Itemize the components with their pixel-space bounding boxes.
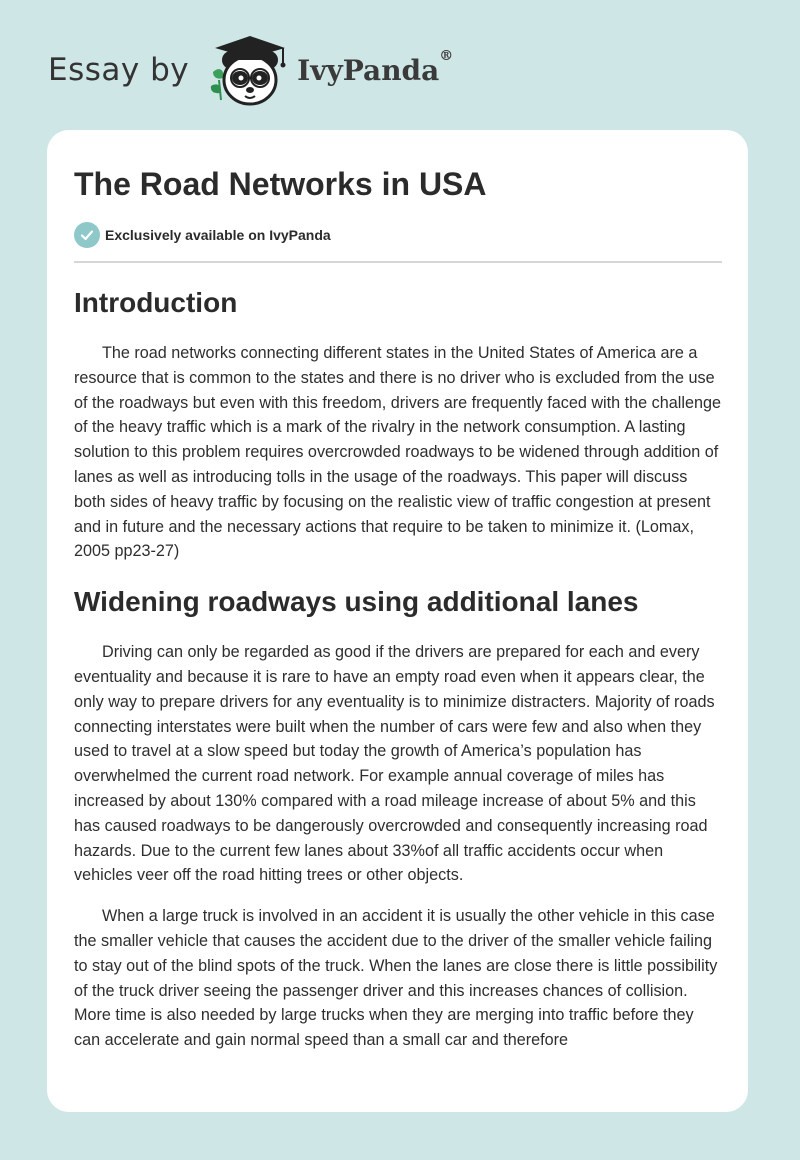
essay-card — [47, 130, 748, 1112]
section-heading-widening-roadways: Widening roadways using additional lanes — [74, 586, 639, 618]
page-title: The Road Networks in USA — [74, 166, 487, 202]
divider — [74, 261, 722, 263]
site-header — [48, 30, 453, 110]
checkmark-icon — [74, 222, 100, 248]
paragraph: When a large truck is involved in an accident it is usually the other vehicle in this case the smaller vehicle that causes the accident due to the driver of the smaller vehicle failing to stay out of the blind spots of the truck. When the lanes are close there is little possibility of the truck driver seeing the passenger driver and this increases chances of collision. More time is also needed by large trucks when they are merging into traffic before they can accelerate and gain normal speed than a small car and therefore — [74, 907, 718, 1050]
brand-name[interactable]: IvyPanda® — [297, 47, 454, 87]
section-heading-introduction: Introduction — [74, 287, 238, 318]
paragraph: Driving can only be regarded as good if the drivers are prepared for each and every eventuality and because it is rare to have an empty road even when it appears clear, the only way to prepare drivers for any eventuality is to minimize distracters. Majority of roads connecting interstates were built when the number of cars were few and also when they used to travel at a slow speed but today the growth of America’s population has overwhelmed the current road network. For example annual coverage of miles has increased by about 130% compared with a road mileage increase of about 5% and this has caused roadways to be dangerously overcrowded and consequently increasing road hazards. Due to the current few lanes about 33%of all traffic accidents occur when vehicles veer off the road hitting trees or other objects. — [74, 643, 715, 885]
paragraph: The road networks connecting different states in the United States of America are a resource that is common to the states and there is no driver who is excluded from the use of the roadways but even with this freedom, drivers are frequently faced with the challenge of the heavy traffic which is a mark of the rivalry in the network consumption. A lasting solution to this problem requires overcrowded roadways to be widened through addition of lanes as well as introducing tolls in the usage of the roadways. This paper will discuss both sides of heavy traffic by focusing on the realistic view of traffic congestion at present and in future and the necessary actions that require to be taken to minimize it. (Lomax, 2005 pp23-27) — [74, 344, 721, 561]
panda-logo-icon[interactable] — [205, 30, 291, 110]
exclusive-badge — [74, 222, 722, 248]
essay-by-label: Essay by — [48, 52, 190, 88]
registered-mark: ® — [439, 47, 454, 64]
exclusive-label: Exclusively available on IvyPanda — [105, 227, 331, 243]
